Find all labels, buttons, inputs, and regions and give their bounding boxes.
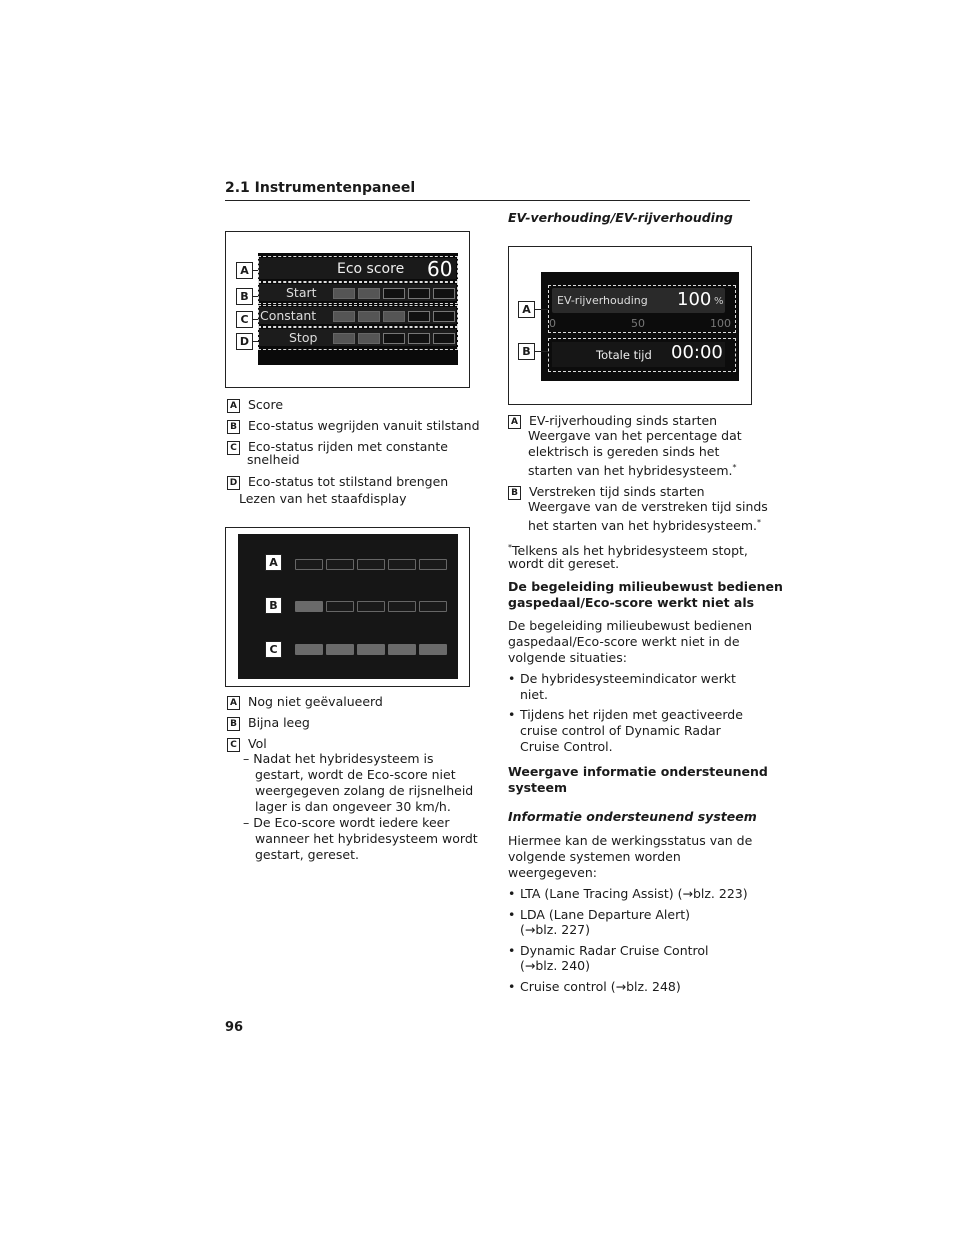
bar-a-2 <box>326 559 354 570</box>
highlight-a <box>258 256 458 282</box>
bar-a-1 <box>295 559 323 570</box>
ev-heading: EV-verhouding/EV-rijverhouding <box>508 210 733 225</box>
bar-c-5 <box>419 644 447 655</box>
note1-line1: – Nadat het hybridesysteem is <box>243 751 434 766</box>
note1-line4: lager is dan ongeveer 30 km/h. <box>255 799 451 814</box>
ev-a-line2: elektrisch is gereden sinds het <box>528 444 720 459</box>
support-info-heading-1: Weergave informatie ondersteunend <box>508 764 768 779</box>
ev-a-line1: Weergave van het percentage dat <box>528 428 742 443</box>
bar-a-5 <box>419 559 447 570</box>
bar-display-screen <box>238 534 458 679</box>
total-time-label: Totale tijd <box>596 348 652 362</box>
bar-c-4 <box>388 644 416 655</box>
legend1-a: A Score <box>227 397 283 413</box>
bullet-cruise-cont2: Cruise Control. <box>520 739 613 754</box>
note1-line2: gestart, wordt de Eco-score niet <box>255 767 456 782</box>
ev-label-b: B <box>518 343 535 360</box>
bar-b-2 <box>326 601 354 612</box>
ev-leader-a <box>535 309 548 310</box>
legend2-c: C Vol <box>227 736 267 752</box>
bullet-cruise: • Tijdens het rijden met geactiveerde <box>508 707 743 722</box>
ev-tick-50: 50 <box>631 317 645 330</box>
label-d: D <box>236 333 253 350</box>
bullet-indicator-cont: niet. <box>520 687 548 702</box>
bar-c-3 <box>357 644 385 655</box>
bar-label-b: B <box>265 597 282 614</box>
ev-tick-0: 0 <box>549 317 556 330</box>
legend1-b: B Eco-status wegrijden vanuit stilstand <box>227 418 480 434</box>
bar-a-3 <box>357 559 385 570</box>
eco-score-value: 60 <box>427 257 453 281</box>
ev-ratio-value: 100 <box>677 289 712 310</box>
bullet-cruise-cont1: cruise control of Dynamic Radar <box>520 723 721 738</box>
ev-highlight-a <box>548 285 736 333</box>
ev-b-line2: het starten van het hybridesysteem.* <box>528 518 761 534</box>
eco-score-figure <box>225 231 470 388</box>
note2-line1: – De Eco-score wordt iedere keer <box>243 815 450 830</box>
leader-d <box>253 341 258 342</box>
footnote-marker-b: * <box>756 518 761 527</box>
para2-line3: weergegeven: <box>508 865 597 880</box>
para1-line3: volgende situaties: <box>508 650 627 665</box>
label-a: A <box>236 262 253 279</box>
para2-line2: volgende systemen worden <box>508 849 681 864</box>
bar-a-4 <box>388 559 416 570</box>
footnote-line2: wordt dit gereset. <box>508 556 620 571</box>
bullet-cruise-control: • Cruise control (→blz. 248) <box>508 979 681 994</box>
legend1-sub: Lezen van het staafdisplay <box>239 491 407 506</box>
label-b: B <box>236 288 253 305</box>
footnote-marker-a: * <box>732 463 737 472</box>
para2-line1: Hiermee kan de werkingsstatus van de <box>508 833 753 848</box>
bullet-drcc-cont: (→blz. 240) <box>520 958 591 973</box>
ev-figure <box>508 246 752 405</box>
bar-b-3 <box>357 601 385 612</box>
bar-label-a: A <box>265 554 282 571</box>
total-time-value: 00:00 <box>671 342 723 363</box>
support-info-heading-2: systeem <box>508 780 567 795</box>
leader-b <box>253 296 258 297</box>
ev-a-line3: starten van het hybridesysteem.* <box>528 463 737 479</box>
eco-not-working-heading-2: gaspedaal/Eco-score werkt niet als <box>508 595 755 610</box>
legend2-a: A Nog niet geëvalueerd <box>227 694 383 710</box>
ev-tick-100: 100 <box>710 317 731 330</box>
bar-display-figure <box>225 527 470 687</box>
bullet-lda: • LDA (Lane Departure Alert) <box>508 907 691 922</box>
page-number: 96 <box>225 1020 244 1035</box>
bullet-lta: • LTA (Lane Tracing Assist) (→blz. 223) <box>508 886 748 901</box>
eco-score-label: Eco score <box>337 261 405 277</box>
section-divider <box>225 200 750 201</box>
ev-ratio-unit: % <box>714 296 724 307</box>
leader-c <box>253 319 258 320</box>
ev-b-title: B Verstreken tijd sinds starten <box>508 484 705 500</box>
eco-score-screen <box>258 253 458 365</box>
legend1-c-cont: snelheid <box>247 452 300 467</box>
bar-b-5 <box>419 601 447 612</box>
para1-line1: De begeleiding milieubewust bedienen <box>508 618 753 633</box>
ev-leader-b <box>535 351 548 352</box>
ev-highlight-b <box>548 338 736 372</box>
legend2-b: B Bijna leeg <box>227 715 310 731</box>
ev-a-title: A EV-rijverhouding sinds starten <box>508 413 717 429</box>
bullet-drcc: • Dynamic Radar Cruise Control <box>508 943 709 958</box>
note1-line3: weergegeven zolang de rijsnelheid <box>255 783 474 798</box>
bar-b-4 <box>388 601 416 612</box>
eco-not-working-heading-1: De begeleiding milieubewust bedienen <box>508 579 783 594</box>
start-label: Start <box>286 285 317 300</box>
bar-c-1 <box>295 644 323 655</box>
highlight-d <box>258 327 458 350</box>
ev-label-a: A <box>518 301 535 318</box>
label-c: C <box>236 311 253 328</box>
para1-line2: gaspedaal/Eco-score werkt niet in de <box>508 634 740 649</box>
note2-line3: gestart, gereset. <box>255 847 359 862</box>
bullet-indicator: • De hybridesysteemindicator werkt <box>508 671 736 686</box>
ev-ratio-label: EV-rijverhouding <box>557 294 648 307</box>
bar-c-2 <box>326 644 354 655</box>
footnote-line1: *Telkens als het hybridesysteem stopt, <box>508 543 748 559</box>
bullet-lda-cont: (→blz. 227) <box>520 922 591 937</box>
ev-screen <box>541 272 739 381</box>
section-title: 2.1 Instrumentenpaneel <box>225 180 416 196</box>
note2-line2: wanneer het hybridesysteem wordt <box>255 831 478 846</box>
highlight-c <box>258 305 458 327</box>
highlight-b <box>258 282 458 304</box>
leader-a <box>253 270 258 271</box>
bar-label-c: C <box>265 641 282 658</box>
constant-label: Constant <box>260 308 317 323</box>
support-info-subheading: Informatie ondersteunend systeem <box>508 809 757 824</box>
bar-b-1 <box>295 601 323 612</box>
legend1-d: D Eco-status tot stilstand brengen <box>227 474 448 490</box>
ev-b-line1: Weergave van de verstreken tijd sinds <box>528 499 768 514</box>
stop-label: Stop <box>289 330 318 345</box>
legend1-c: C Eco-status rijden met constante <box>227 439 448 455</box>
